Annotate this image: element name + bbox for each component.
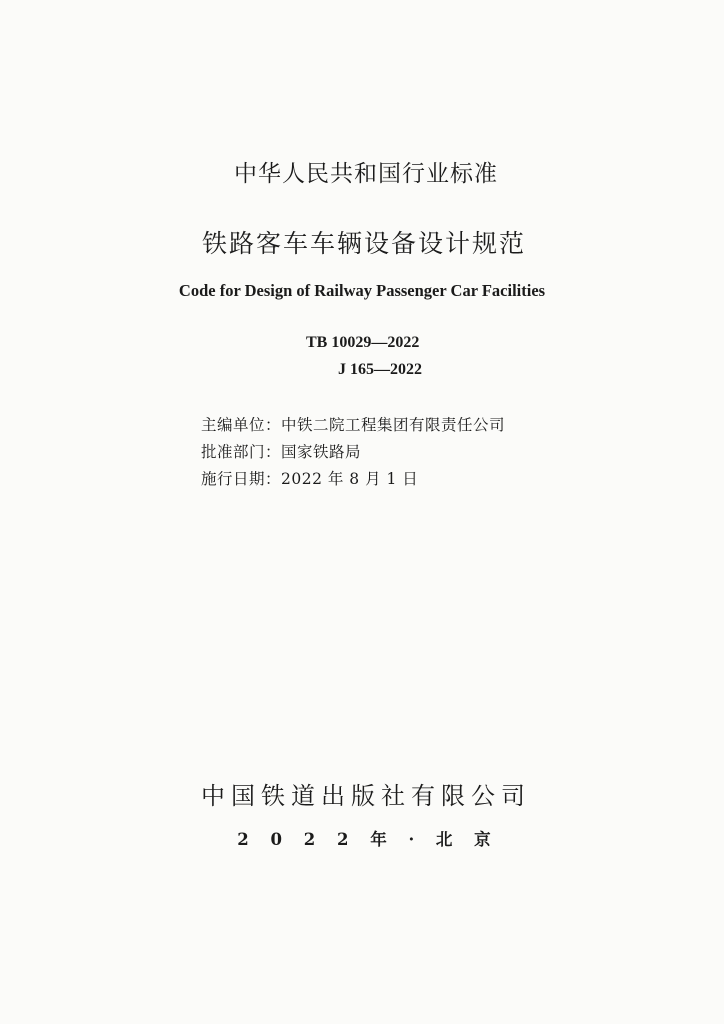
publication-year-place: 2 0 2 2 年 · 北 京 — [237, 830, 495, 849]
effective-date: 施行日期：2022 年 8 月 1 日 — [201, 470, 419, 488]
standard-code-j: J 165—2022 — [338, 361, 422, 378]
publisher-name: 中国铁道出版社有限公司 — [201, 782, 531, 810]
document-title-chinese: 铁路客车车辆设备设计规范 — [201, 229, 526, 258]
document-title-english: Code for Design of Railway Passenger Car Facilities — [178, 281, 546, 300]
standard-series-heading: 中华人民共和国行业标准 — [234, 161, 498, 187]
standard-code-tb: TB 10029—2022 — [306, 334, 420, 351]
chief-editor-unit: 主编单位：中铁二院工程集团有限责任公司 — [201, 416, 506, 434]
approval-department: 批准部门：国家铁路局 — [201, 443, 362, 461]
